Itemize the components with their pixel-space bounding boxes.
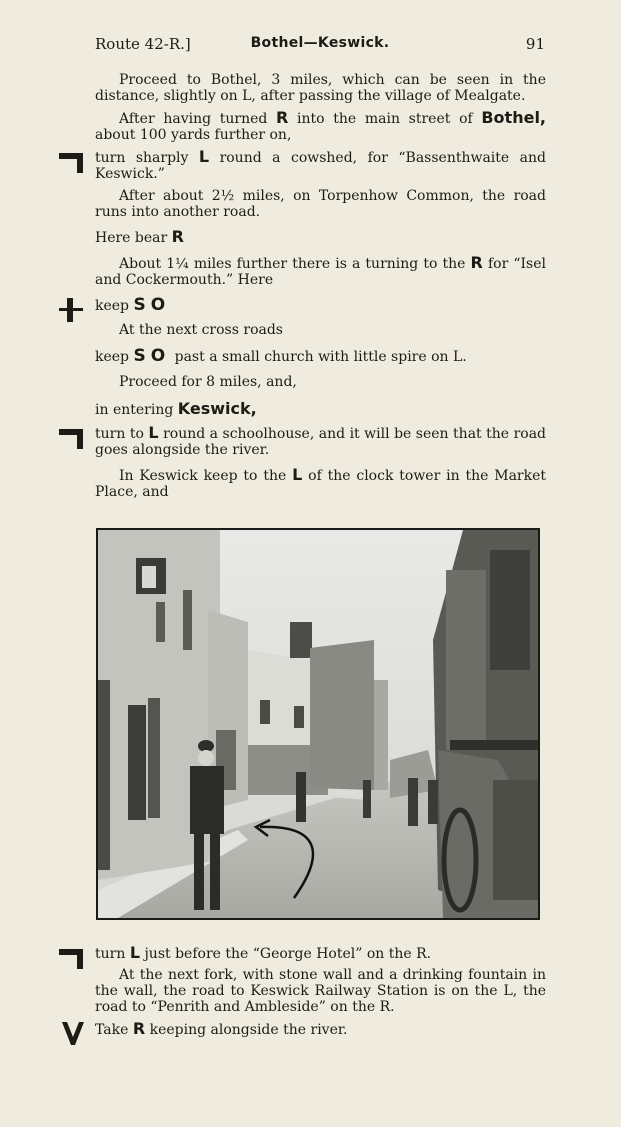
paragraph-next-fork: At the next fork, with stone wall and a drinking fountain in the wall, the road to Keswick Railway Station is on the L, the road to “Penrith and Ambleside” on the R. <box>95 967 546 1015</box>
paragraph-bear-right: Here bear R <box>95 227 184 246</box>
direction-straight-on: SO <box>133 295 171 315</box>
paragraph-turned-right-bothel: After having turned R into the main street of Bothel, about 100 yards further on, <box>95 108 546 143</box>
paragraph-clock-tower: In Keswick keep to the L of the clock tower in the Market Place, and <box>95 465 546 500</box>
crossroads-straight-on-symbol <box>58 297 84 323</box>
paragraph-proceed-8-miles: Proceed for 8 miles, and, <box>119 374 297 390</box>
place-name-bothel: Bothel, <box>481 108 546 127</box>
direction-left: L <box>148 423 159 442</box>
paragraph-george-hotel: turn L just before the “George Hotel” on the R. <box>95 943 432 962</box>
paragraph-schoolhouse: turn to L round a schoolhouse, and it will be seen that the road goes alongside the river. <box>95 423 547 458</box>
turn-left-symbol <box>58 946 84 972</box>
direction-right: R <box>171 227 184 246</box>
paragraph-turn-sharply-left: turn sharply L round a cowshed, for “Bassenthwaite and Keswick.” <box>95 147 546 182</box>
fork-symbol <box>60 1020 86 1046</box>
route-label: Route 42-R.] <box>95 35 191 53</box>
page-number: 91 <box>525 35 545 53</box>
page-title: Bothel—Keswick. <box>250 35 390 51</box>
running-header <box>95 35 545 55</box>
paragraph-isel-cockermouth: About 1¼ miles further there is a turning to the R for “Isel and Cockermouth.” Here <box>95 253 546 288</box>
street-photograph <box>96 528 540 920</box>
direction-right: R <box>132 1019 146 1038</box>
turn-left-symbol <box>58 426 84 452</box>
paragraph-entering-keswick: in entering Keswick, <box>95 399 257 418</box>
direction-straight-on: SO <box>133 346 171 366</box>
paragraph-keep-straight-on: keep SO <box>95 295 171 315</box>
direction-left: L <box>198 147 210 166</box>
paragraph-proceed-bothel: Proceed to Bothel, 3 miles, which can be seen in the distance, slightly on L, after passing the village of Mealgate. <box>95 72 546 104</box>
direction-left: L <box>129 943 141 962</box>
turn-left-symbol <box>58 150 84 176</box>
direction-right: R <box>470 253 483 272</box>
paragraph-next-cross-roads: At the next cross roads <box>119 322 283 338</box>
place-name-keswick: Keswick, <box>177 399 257 418</box>
paragraph-torpenhow-common: After about 2½ miles, on Torpenhow Common, the road runs into another road. <box>95 188 546 220</box>
paragraph-past-small-church: keep SO past a small church with little spire on L. <box>95 346 467 366</box>
direction-left: L <box>292 465 303 484</box>
direction-right: R <box>276 108 289 127</box>
paragraph-take-right: Take R keeping alongside the river. <box>95 1019 348 1038</box>
